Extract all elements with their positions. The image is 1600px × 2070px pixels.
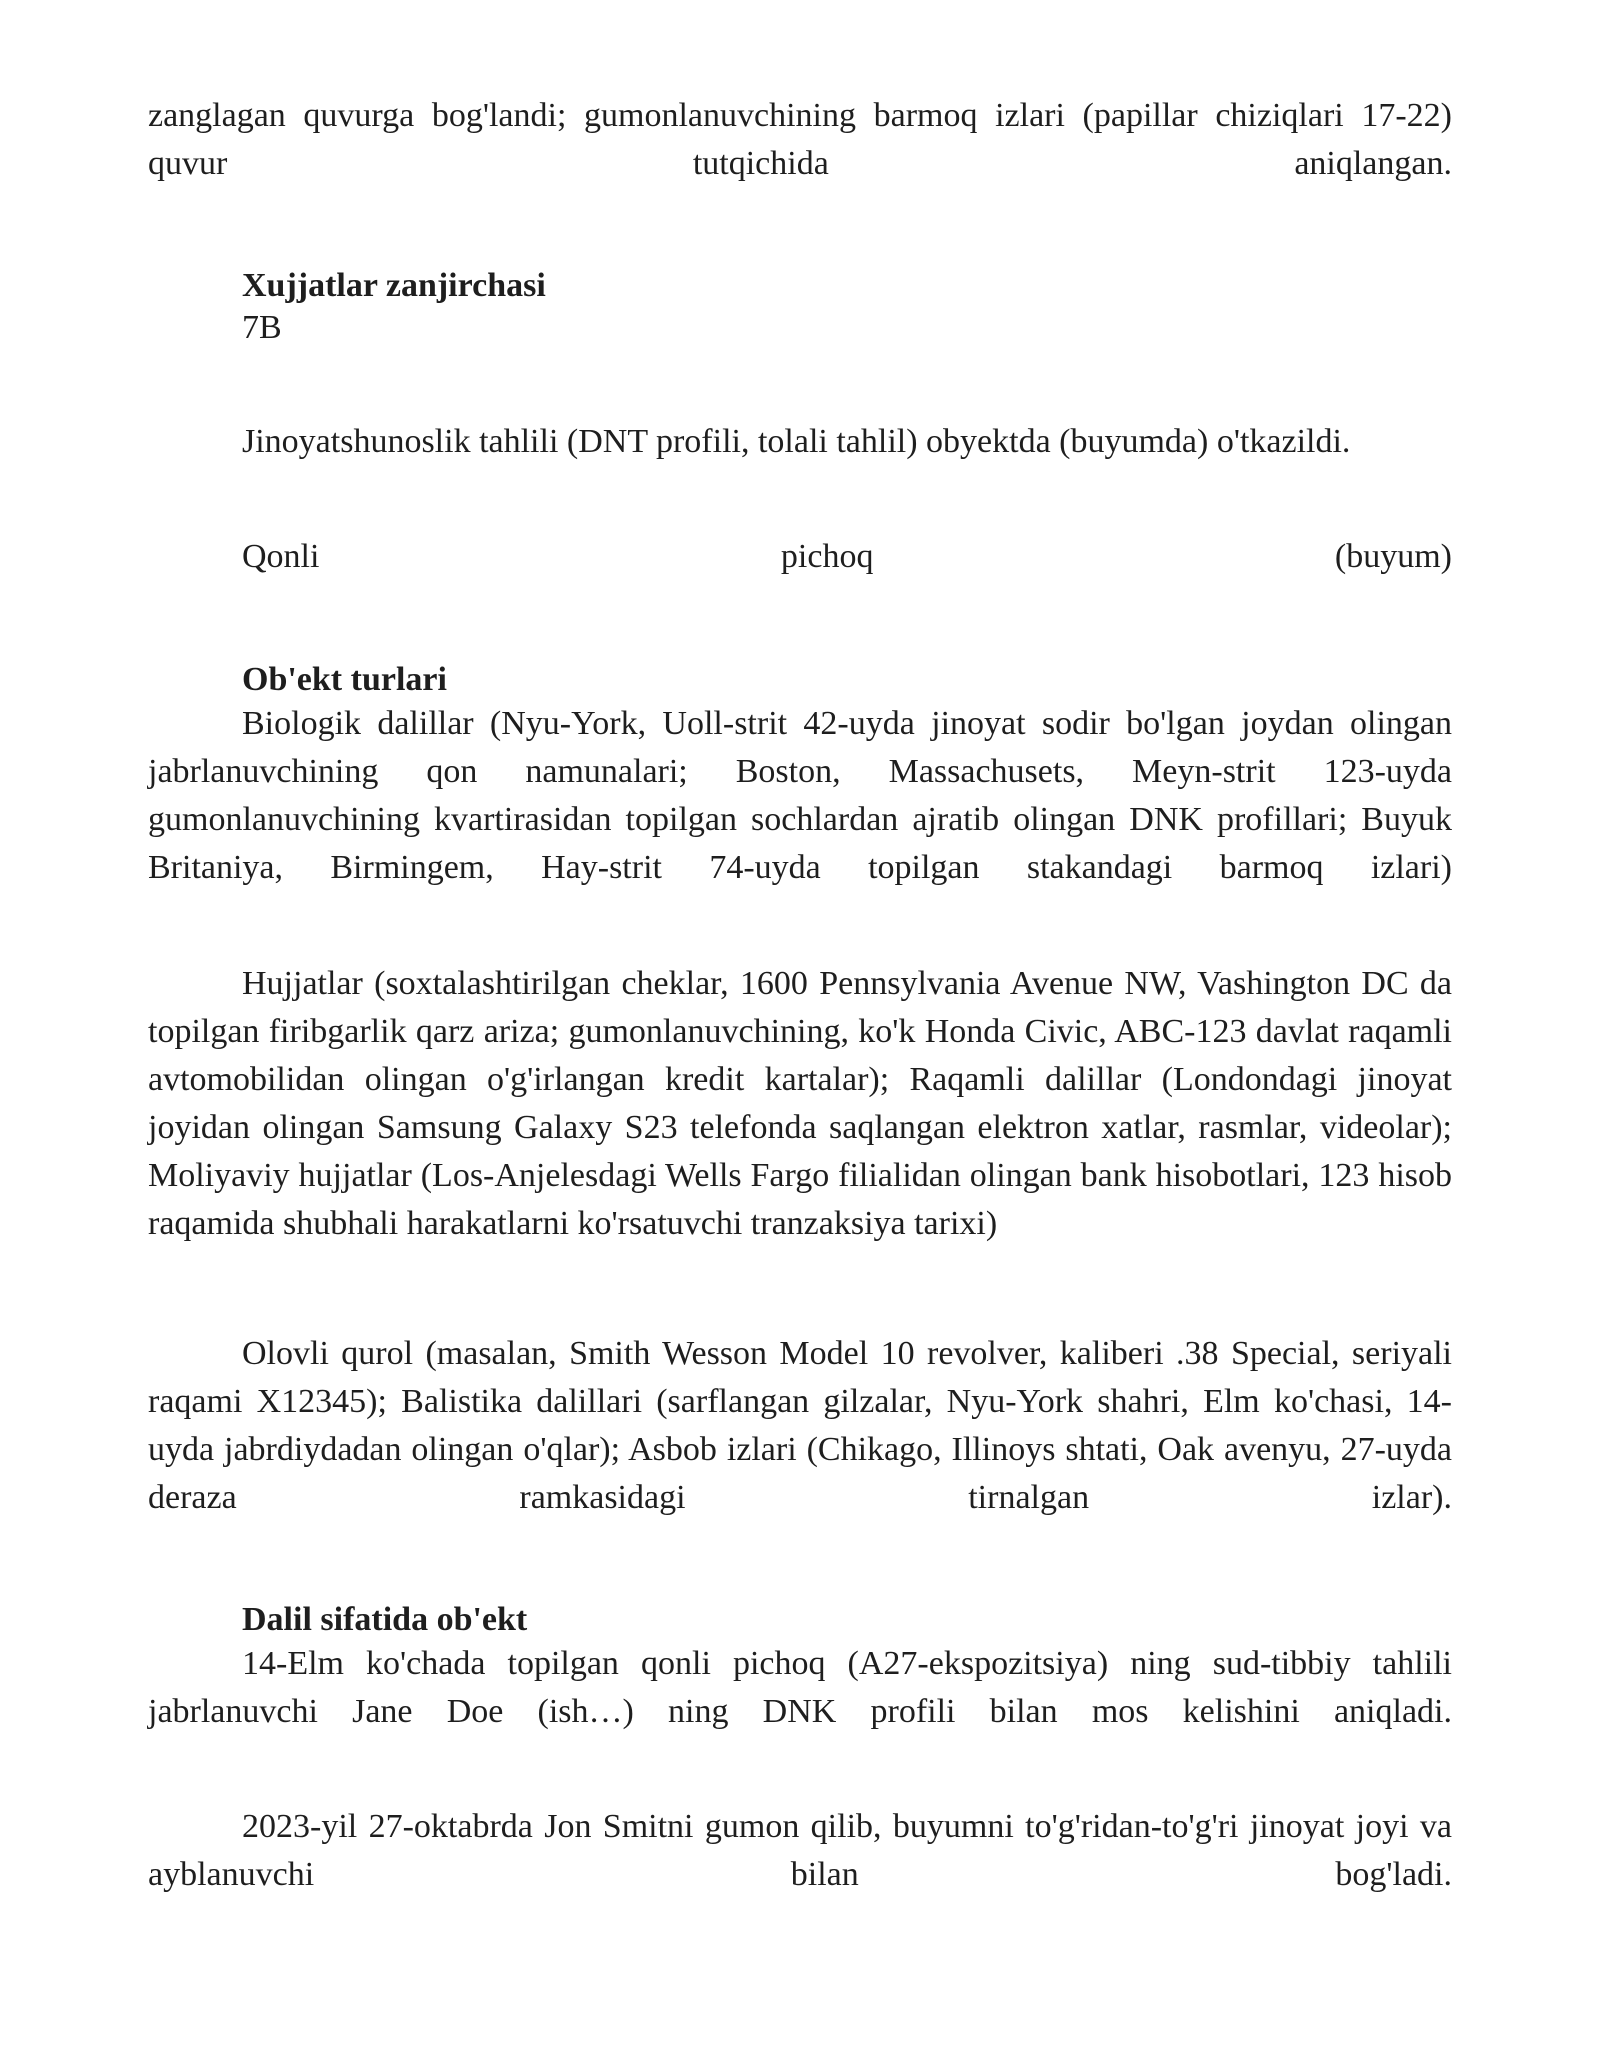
paragraph-intro: zanglagan quvurga bog'landi; gumonlanuvchining barmoq izlari (papillar chiziqlari 17-22) quvur tutqichida aniqlangan.	[148, 97, 1452, 182]
item-word-1: Qonli	[242, 538, 320, 575]
paragraph-biological-evidence: Biologik dalillar (Nyu-York, Uoll-strit 42-uyda jinoyat sodir bo'lgan joydan olingan jabrlanuvchining qon namunalari; Boston, Massachusets, Meyn-strit 123-uyda gumonlanuvchining kvartirasidan topilgan sochlardan ajratib olingan DNK profillari; Buyuk Britaniya, Birmingem, Hay-strit 74-uyda topilgan stakandagi barmoq izlari)	[148, 705, 1452, 886]
heading-object-types: Ob'ekt turlari	[242, 661, 447, 698]
item-word-3: (buyum)	[1334, 538, 1452, 575]
document-code: 7B	[242, 309, 282, 346]
paragraph-final: 2023-yil 27-oktabrda Jon Smitni gumon qilib, buyumni to'g'ridan-to'g'ri jinoyat joyi va ayblanuvchi bilan bog'ladi.	[148, 1808, 1452, 1893]
item-line	[242, 535, 1452, 579]
heading-object-as-evidence: Dalil sifatida ob'ekt	[242, 1601, 528, 1638]
heading-chain-of-documents: Xujjatlar zanjirchasi	[242, 267, 546, 304]
paragraph-weapons-evidence: Olovli qurol (masalan, Smith Wesson Model 10 revolver, kaliberi .38 Special, seriyali raqami X12345); Balistika dalillari (sarflangan gilzalar, Nyu-York shahri, Elm ko'chasi, 14-uyda jabrdiydadan olingan o'qlar); Asbob izlari (Chikago, Illinoys shtati, Oak avenyu, 27-uyda deraza ramkasidagi tirnalgan izlar).	[148, 1335, 1452, 1516]
paragraph-documents-evidence: Hujjatlar (soxtalashtirilgan cheklar, 1600 Pennsylvania Avenue NW, Vashington DC da topilgan firibgarlik qarz ariza; gumonlanuvchining, ko'k Honda Civic, ABC-123 davlat raqamli avtomobilidan olingan o'g'irlangan kredit kartalar); Raqamli dalillar (Londondagi jinoyat joyidan olingan Samsung Galaxy S23 telefonda saqlangan elektron xatlar, rasmlar, videolar); Moliyaviy hujjatlar (Los-Anjelesdagi Wells Fargo filialidan olingan bank hisobotlari, 123 hisob raqamida shubhali harakatlarni ko'rsatuvchi tranzaksiya tarixi)	[148, 965, 1452, 1242]
paragraph-analysis: Jinoyatshunoslik tahlili (DNT profili, tolali tahlil) obyektda (buyumda) o'tkazildi.	[242, 423, 1351, 460]
item-word-2: pichoq	[780, 538, 874, 575]
paragraph-knife-analysis: 14-Elm ko'chada topilgan qonli pichoq (A27-ekspozitsiya) ning sud-tibbiy tahlili jabrlanuvchi Jane Doe (ish…) ning DNK profili bilan mos kelishini aniqladi.	[148, 1645, 1452, 1730]
